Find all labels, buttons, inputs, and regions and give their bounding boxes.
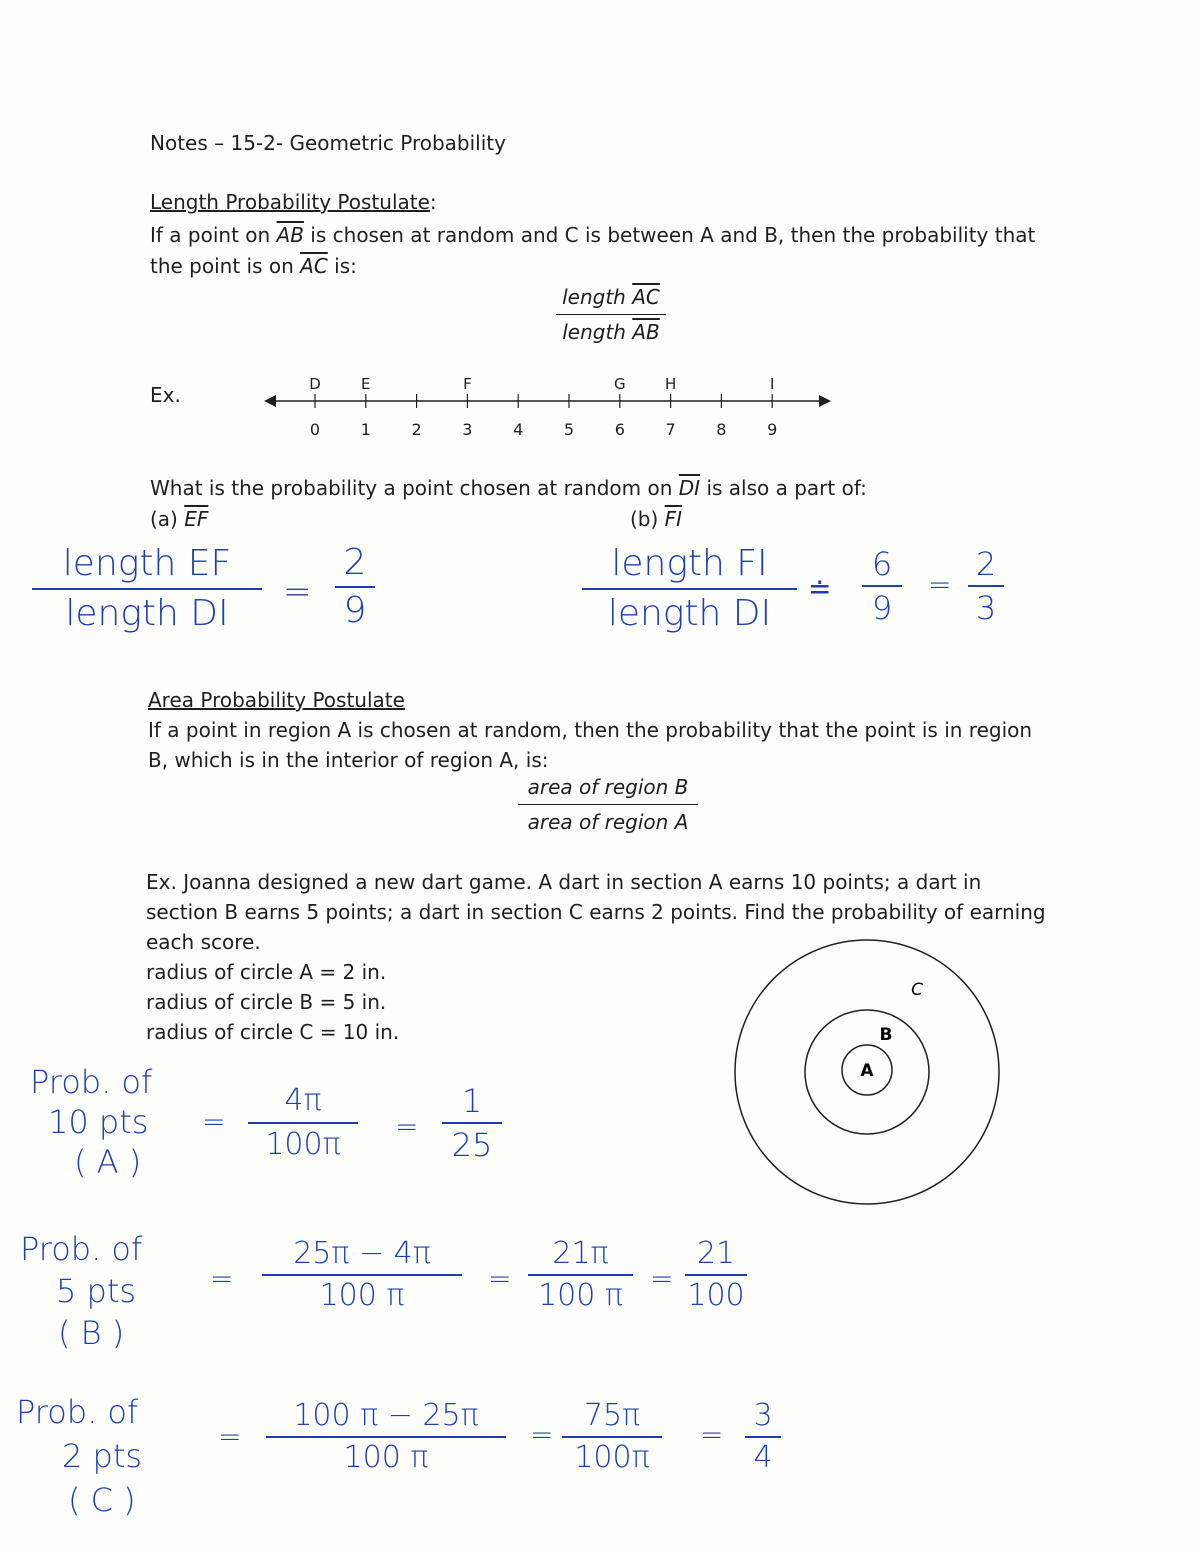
hw-label-10pts [30, 1062, 152, 1182]
segment-ab: $\overline{AB}$ [276, 223, 304, 247]
hw-fraction-5-a [262, 1236, 462, 1314]
example2-line2: section B earns 5 points; a dart in section C earns 2 points. Find the probability of earning [146, 900, 1046, 924]
denominator: length DI [607, 593, 772, 634]
area-formula-denominator: area of region A [527, 810, 689, 834]
numerator: 6 [871, 545, 893, 583]
point-label: F [463, 375, 472, 393]
equals-sign: = [700, 1418, 724, 1451]
numerator: 100 π − 25π [293, 1398, 479, 1433]
length-postulate-line2 [150, 251, 357, 281]
circle-c-label: C [911, 980, 923, 1000]
fraction-bar [262, 1274, 462, 1276]
numerator: length FI [611, 543, 768, 584]
radius-c-text: radius of circle C = 10 in. [146, 1020, 400, 1044]
tick-label: 9 [767, 420, 778, 439]
length-postulate-line1 [150, 220, 1035, 250]
fraction-bar [518, 804, 698, 805]
tick-label: 1 [360, 420, 371, 439]
radius-a-text: radius of circle A = 2 in. [146, 960, 387, 984]
hw-label-2pts [16, 1390, 142, 1522]
numerator: length EF [62, 543, 232, 584]
label-line: ( C ) [68, 1481, 136, 1519]
denominator: 100 π [538, 1278, 623, 1313]
example2-line1: Ex. Joanna designed a new dart game. A dart in section A earns 10 points; a dart in [146, 870, 982, 894]
equals-sign: = [928, 568, 952, 601]
fraction-bar [745, 1436, 781, 1438]
area-postulate-line1: If a point in region A is chosen at random, then the probability that the point is in region [148, 718, 1033, 742]
approx-equals-sign: ≐ [808, 572, 832, 605]
circle-a-label: A [860, 1061, 874, 1081]
length-formula [556, 282, 666, 347]
label-line: ( B ) [58, 1314, 125, 1352]
numerator: 21π [552, 1236, 609, 1271]
fraction-bar [562, 1436, 662, 1438]
fraction-bar [862, 585, 902, 587]
denominator: length DI [65, 593, 229, 634]
tick-label: 7 [665, 420, 676, 439]
handwritten-fraction-a [32, 542, 262, 636]
denominator: 9 [343, 590, 367, 631]
text-fragment: is: [327, 254, 357, 278]
label-line: 2 pts [62, 1437, 143, 1475]
text-fragment: the point is on [150, 254, 301, 278]
handwritten-result-b1 [862, 545, 902, 627]
fraction-bar [266, 1436, 506, 1438]
denominator: 100 [687, 1278, 745, 1313]
numerator: 75π [583, 1398, 641, 1433]
denominator: 4 [753, 1440, 773, 1475]
fraction-bar [442, 1122, 502, 1124]
denominator: 100 π [319, 1278, 405, 1313]
dartboard-diagram [730, 935, 1005, 1210]
part-b-label: (b) [630, 507, 665, 531]
hw-fraction-5-b [528, 1236, 633, 1314]
numerator: 2 [975, 545, 997, 583]
hw-fraction-5-c [685, 1236, 747, 1314]
label-line: Prob. of [20, 1230, 143, 1268]
numerator: 21 [696, 1236, 736, 1271]
label-line: ( A ) [74, 1143, 142, 1181]
denominator: 100 π [343, 1440, 429, 1475]
numerator: 25π − 4π [293, 1236, 431, 1271]
equals-sign: = [218, 1420, 242, 1453]
part-a-label: (a) [150, 507, 185, 531]
handwritten-result-b2 [968, 545, 1004, 627]
hw-fraction-10-a [248, 1082, 358, 1164]
equals-sign: = [202, 1105, 226, 1138]
length-postulate-heading-row [150, 187, 437, 217]
numerator: 1 [461, 1082, 483, 1120]
handwritten-result-a [335, 542, 375, 632]
fraction-bar [335, 586, 375, 588]
label-line: Prob. of [30, 1063, 153, 1101]
tick-label: 6 [614, 420, 625, 439]
equals-sign: = [650, 1262, 674, 1295]
fraction-bar [582, 588, 797, 590]
area-formula-numerator: area of region B [527, 775, 689, 799]
fraction-bar [528, 1274, 633, 1276]
denominator: 9 [871, 589, 893, 627]
label-line: 10 pts [48, 1103, 149, 1141]
question-line [150, 473, 867, 503]
point-label: G [613, 375, 626, 393]
text-fragment: What is the probability a point chosen at random on [150, 476, 679, 500]
heading-colon: : [429, 190, 437, 214]
fraction-bar [248, 1122, 358, 1124]
area-postulate-line2: B, which is in the interior of region A, is: [148, 748, 549, 772]
equals-sign: = [488, 1262, 512, 1295]
fraction-bar [556, 314, 666, 315]
point-label: E [361, 375, 371, 393]
numerator: 2 [343, 542, 367, 583]
hw-label-5pts [20, 1228, 142, 1354]
label-line: Prob. of [16, 1393, 139, 1431]
part-a [150, 504, 208, 534]
text-fragment: length [562, 320, 633, 344]
numerator: 3 [753, 1398, 773, 1433]
circle-b-label: B [879, 1025, 893, 1045]
fraction-bar [968, 585, 1004, 587]
point-label: H [664, 375, 677, 393]
segment-ac: $\overline{AC}$ [632, 285, 660, 309]
denominator: 25 [451, 1126, 493, 1164]
tick-label: 8 [716, 420, 727, 439]
segment-ac: $\overline{AC}$ [300, 254, 328, 278]
hw-fraction-10-b [442, 1082, 502, 1164]
denominator: 100π [265, 1127, 341, 1162]
tick-label: 2 [411, 420, 422, 439]
tick-label: 3 [462, 420, 473, 439]
hw-fraction-2-a [266, 1398, 506, 1476]
fraction-bar [685, 1274, 747, 1276]
area-formula [518, 772, 698, 837]
equals-sign: = [395, 1110, 419, 1143]
text-fragment: length [562, 285, 633, 309]
numerator: 4π [284, 1083, 322, 1118]
area-postulate-heading: Area Probability Postulate [148, 688, 405, 712]
length-formula-numerator [556, 282, 666, 312]
handwritten-fraction-b [582, 542, 797, 636]
example-label: Ex. [150, 383, 181, 407]
segment-ef: $\overline{EF}$ [184, 507, 209, 531]
segment-ab: $\overline{AB}$ [632, 320, 660, 344]
length-postulate-heading: Length Probability Postulate [150, 190, 430, 214]
number-line [260, 370, 840, 445]
tick-label: 0 [309, 420, 321, 439]
denominator: 100π [574, 1440, 650, 1475]
segment-di: $\overline{DI}$ [678, 476, 701, 500]
radius-b-text: radius of circle B = 5 in. [146, 990, 387, 1014]
tick-label: 4 [513, 420, 524, 439]
equals-sign: = [283, 572, 312, 612]
point-label: D [309, 375, 321, 393]
hw-fraction-2-b [562, 1398, 662, 1476]
point-label: I [769, 375, 775, 393]
hw-fraction-2-c [745, 1398, 781, 1476]
segment-fi: $\overline{FI}$ [664, 507, 683, 531]
fraction-bar [32, 588, 262, 590]
equals-sign: = [210, 1262, 234, 1295]
label-line: 5 pts [56, 1272, 137, 1310]
page-title: Notes – 15-2- Geometric Probability [150, 131, 506, 155]
example2-line3: each score. [146, 930, 261, 954]
tick-label: 5 [563, 420, 575, 439]
equals-sign: = [530, 1418, 554, 1451]
text-fragment: is also a part of: [700, 476, 867, 500]
text-fragment: is chosen at random and C is between A and B, then the probability that [303, 223, 1036, 247]
part-b [630, 504, 682, 534]
text-fragment: If a point on [150, 223, 277, 247]
denominator: 3 [975, 589, 997, 627]
length-formula-denominator [556, 317, 666, 347]
